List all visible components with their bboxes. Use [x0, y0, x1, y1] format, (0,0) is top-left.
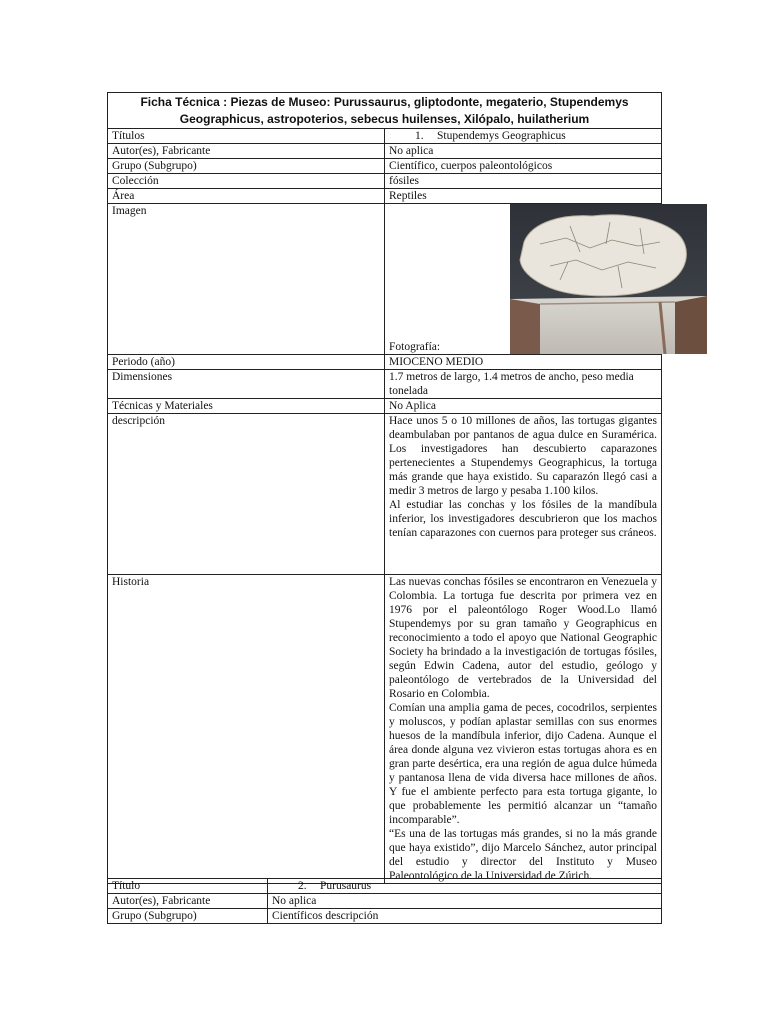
item-title: Stupendemys Geographicus [437, 130, 566, 142]
sheet-title [108, 93, 662, 129]
row-dimensiones [108, 370, 662, 399]
label-titulos: Títulos [108, 129, 385, 144]
value-grupo: Científico, cuerpos paleontológicos [385, 159, 662, 174]
value-periodo: MIOCENO MEDIO [385, 355, 662, 370]
sheet-title-line2: Geographicus, astropoterios, sebecus huilenses, Xilópalo, huilatherium [179, 112, 590, 126]
image-caption: Fotografía: [389, 341, 441, 353]
historia-paragraph-1: Las nuevas conchas fósiles se encontraron en Venezuela y Colombia. La tortuga fue descrita por primera vez en 1976 por el paleontólogo Roger Wood.Lo llamó Stupendemys por su gran tamaño y Geographicus en reconocimiento a todo el apoyo que National Geographic Society ha brindado a la investigación de tortugas fósiles, según Edwin Cadena, autor del estudio, geólogo y paleontólogo de vertebrados de la Universidad del Rosario en Colombia. [389, 576, 657, 700]
row-grupo-2 [108, 909, 662, 924]
museum-sheet-purusaurus [107, 878, 662, 924]
row-titulo [108, 879, 662, 894]
row-historia [108, 575, 662, 884]
row-descripcion [108, 414, 662, 575]
label-autor: Autor(es), Fabricante [108, 144, 385, 159]
fossil-shell-image [510, 204, 707, 354]
label-tecnicas: Técnicas y Materiales [108, 399, 385, 414]
value-titulos [385, 129, 662, 144]
sheet-title-line1: Ficha Técnica : Piezas de Museo: Purussaurus, gliptodonte, megaterio, Stupendemys [140, 95, 629, 109]
row-grupo [108, 159, 662, 174]
historia-paragraph-2: Comían una amplia gama de peces, cocodrilos, serpientes y moluscos, y podían aplastar semillas con sus enormes huesos de la mandíbula inferior, dijo Cadena. Aunque el área donde alguna vez vivieron estas tortugas ahora es en gran parte desértica, era una región de agua dulce húmeda y pantanosa llena de vida diversa hace millones de años. Y fue el ambiente perfecto para esta tortuga gigante, lo que probablemente les permitió alcanzar un “tamaño incomparable”. [389, 702, 657, 826]
row-periodo [108, 355, 662, 370]
label-grupo: Grupo (Subgrupo) [108, 909, 268, 924]
row-autor-2 [108, 894, 662, 909]
label-coleccion: Colección [108, 174, 385, 189]
label-titulo: Título [108, 879, 268, 894]
row-coleccion [108, 174, 662, 189]
header-row [108, 93, 662, 129]
value-autor: No aplica [268, 894, 662, 909]
value-autor: No aplica [385, 144, 662, 159]
label-grupo: Grupo (Subgrupo) [108, 159, 385, 174]
value-coleccion: fósiles [385, 174, 662, 189]
descripcion-paragraph-2: Al estudiar las conchas y los fósiles de la mandíbula inferior, los investigadores descubrieron que los machos tenían caparazones con cuernos para proteger sus cráneos. [389, 499, 657, 539]
row-autor [108, 144, 662, 159]
label-area: Área [108, 189, 385, 204]
label-descripcion: descripción [108, 414, 385, 575]
value-dimensiones: 1.7 metros de largo, 1.4 metros de ancho, peso media tonelada [385, 370, 662, 399]
item-number: 2. [298, 880, 307, 892]
value-tecnicas: No Aplica [385, 399, 662, 414]
value-descripcion [385, 414, 662, 575]
value-imagen [385, 204, 662, 355]
historia-paragraph-3: “Es una de las tortugas más grandes, si no la más grande que haya existido”, dijo Marcelo Sánchez, autor principal del estudio y director del Instituto y Museo Paleontológico de la Universidad de Zúrich. [389, 828, 657, 882]
fossil-shell-photo [510, 204, 707, 354]
row-imagen [108, 204, 662, 355]
value-titulo [268, 879, 662, 894]
row-tecnicas [108, 399, 662, 414]
label-autor: Autor(es), Fabricante [108, 894, 268, 909]
item-title: Purusaurus [320, 880, 372, 892]
descripcion-paragraph-1: Hace unos 5 o 10 millones de años, las tortugas gigantes deambulaban por pantanos de agua dulce en Suramérica. Los investigadores han descubierto caparazones pertenecientes a Stupendemys Geographicus, la tortuga más grande que haya existido. Su caparazón llegó casi a medir 3 metros de largo y pesaba 1.100 kilos. [389, 415, 657, 497]
label-historia: Historia [108, 575, 385, 884]
row-titulos [108, 129, 662, 144]
value-historia [385, 575, 662, 884]
value-area: Reptiles [385, 189, 662, 204]
item-number: 1. [415, 130, 424, 142]
label-imagen: Imagen [108, 204, 385, 355]
museum-sheet-stupendemys [107, 92, 662, 884]
value-grupo: Científicos descripción [268, 909, 662, 924]
label-dimensiones: Dimensiones [108, 370, 385, 399]
label-periodo: Periodo (año) [108, 355, 385, 370]
row-area [108, 189, 662, 204]
